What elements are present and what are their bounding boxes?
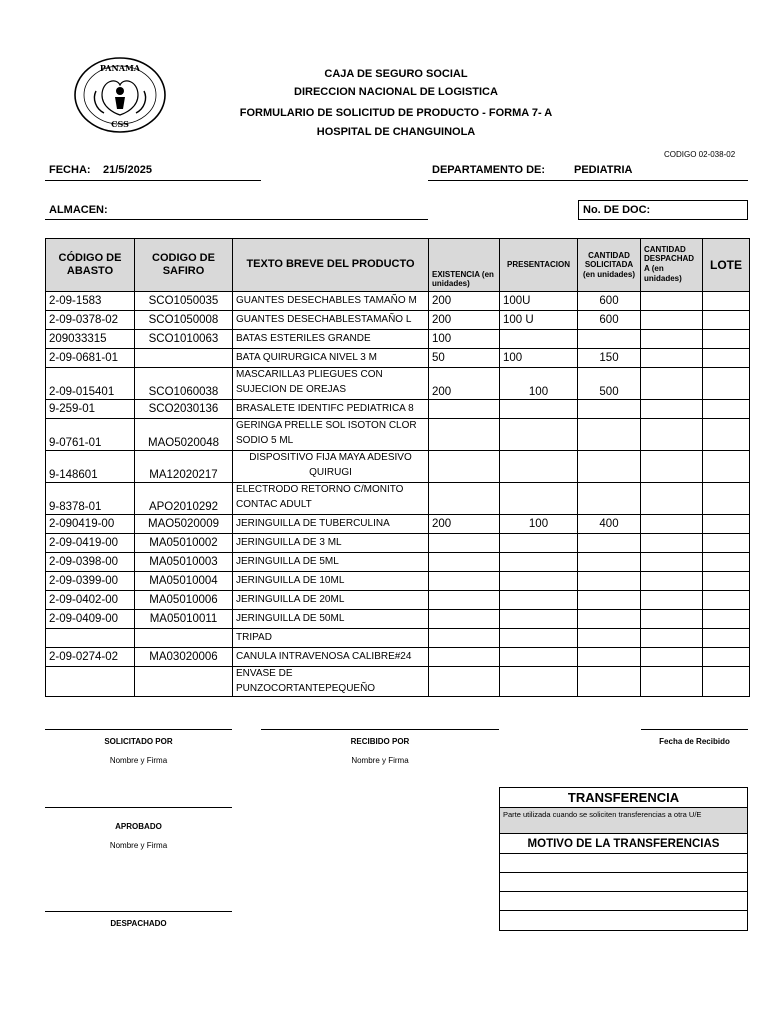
cell-despachada[interactable] (641, 667, 703, 697)
cell-solicitada[interactable]: 500 (578, 368, 641, 400)
cell-existencia[interactable] (429, 667, 500, 697)
cell-despachada[interactable] (641, 591, 703, 610)
despachado-label: DESPACHADO (110, 919, 167, 928)
cell-safiro[interactable] (135, 667, 233, 697)
cell-lote[interactable] (703, 629, 750, 648)
cell-texto[interactable]: ELECTRODO RETORNO C/MONITO CONTAC ADULT (233, 483, 429, 515)
nodoc-label: No. DE DOC: (583, 204, 651, 216)
solicitado-label: SOLICITADO POR (104, 737, 173, 746)
cell-abasto[interactable]: 2-09-0398-00 (46, 553, 135, 572)
cell-presentacion[interactable] (500, 451, 578, 483)
aprobado-sublabel: Nombre y Firma (109, 841, 168, 850)
cell-texto[interactable]: GERINGA PRELLE SOL ISOTON CLOR SODIO 5 ML (233, 419, 429, 451)
table-row (46, 368, 750, 400)
cell-despachada[interactable] (641, 629, 703, 648)
cell-texto[interactable]: GUANTES DESECHABLESTAMAÑO L (233, 311, 429, 330)
transfer-motivo-row[interactable] (500, 892, 747, 911)
table-row (46, 629, 750, 648)
cell-solicitada[interactable] (578, 667, 641, 697)
logo-figure-head (116, 87, 124, 95)
table-row (46, 349, 750, 368)
cell-abasto[interactable]: 2-09-0419-00 (46, 534, 135, 553)
cell-presentacion[interactable] (500, 648, 578, 667)
almacen-underline[interactable] (45, 219, 428, 220)
cell-lote[interactable] (703, 368, 750, 400)
cell-existencia[interactable] (429, 451, 500, 483)
cell-presentacion[interactable]: 100 (500, 349, 578, 368)
cell-solicitada[interactable] (578, 572, 641, 591)
cell-lote[interactable] (703, 311, 750, 330)
cell-despachada[interactable] (641, 483, 703, 515)
cell-despachada[interactable] (641, 419, 703, 451)
cell-presentacion[interactable] (500, 534, 578, 553)
table-row (46, 515, 750, 534)
cell-safiro[interactable] (135, 349, 233, 368)
header-presentacion: PRESENTACION (500, 239, 578, 292)
cell-existencia[interactable]: 200 (429, 368, 500, 400)
cell-despachada[interactable] (641, 451, 703, 483)
header-line-direction: DIRECCION NACIONAL DE LOGISTICA (294, 86, 498, 98)
cell-texto[interactable]: MASCARILLA3 PLIEGUES CON SUJECION DE OREJAS (233, 368, 429, 400)
cell-lote[interactable] (703, 648, 750, 667)
cell-safiro[interactable]: MA05010004 (135, 572, 233, 591)
css-logo (72, 55, 168, 135)
cell-safiro[interactable]: MA12020217 (135, 451, 233, 483)
fecha-underline (45, 180, 261, 181)
cell-existencia[interactable]: 200 (429, 292, 500, 311)
nodoc-field[interactable] (578, 200, 748, 220)
departamento-label: DEPARTAMENTO DE: (432, 164, 546, 176)
cell-abasto[interactable]: 9-0761-01 (46, 419, 135, 451)
solicitado-sublabel: Nombre y Firma (109, 756, 168, 765)
cell-lote[interactable] (703, 667, 750, 697)
cell-safiro[interactable]: SCO1060038 (135, 368, 233, 400)
transfer-title: TRANSFERENCIA (500, 788, 747, 808)
logo-figure-body (115, 97, 125, 109)
cell-abasto[interactable]: 209033315 (46, 330, 135, 349)
recibido-label: RECIBIDO POR (350, 737, 410, 746)
cell-abasto[interactable]: 2-09-0402-00 (46, 591, 135, 610)
cell-existencia[interactable] (429, 419, 500, 451)
transfer-motivo-title: MOTIVO DE LA TRANSFERENCIAS (500, 834, 747, 854)
cell-lote[interactable] (703, 330, 750, 349)
cell-safiro[interactable]: MA05010003 (135, 553, 233, 572)
cell-lote[interactable] (703, 400, 750, 419)
cell-existencia[interactable] (429, 629, 500, 648)
cell-despachada[interactable] (641, 349, 703, 368)
cell-texto[interactable]: JERINGUILLA DE 50ML (233, 610, 429, 629)
cell-existencia[interactable] (429, 553, 500, 572)
cell-lote[interactable] (703, 515, 750, 534)
cell-solicitada[interactable]: 150 (578, 349, 641, 368)
header-line-institution: CAJA DE SEGURO SOCIAL (324, 68, 468, 80)
departamento-underline (428, 180, 748, 181)
cell-despachada[interactable] (641, 368, 703, 400)
table-row (46, 292, 750, 311)
cell-texto[interactable]: DISPOSITIVO FIJA MAYA ADESIVO QUIRUGI (233, 451, 429, 483)
solicitado-signature-line[interactable] (45, 729, 232, 730)
cell-safiro[interactable]: SCO1050035 (135, 292, 233, 311)
table-row (46, 648, 750, 667)
cell-existencia[interactable]: 100 (429, 330, 500, 349)
form-code: CODIGO 02-038-02 (664, 150, 736, 159)
cell-solicitada[interactable] (578, 534, 641, 553)
cell-presentacion[interactable]: 100 U (500, 311, 578, 330)
cell-safiro[interactable]: SCO1010063 (135, 330, 233, 349)
table-row (46, 591, 750, 610)
cell-safiro[interactable]: MA05010002 (135, 534, 233, 553)
cell-existencia[interactable] (429, 648, 500, 667)
cell-safiro[interactable]: APO2010292 (135, 483, 233, 515)
cell-abasto[interactable]: 9-259-01 (46, 400, 135, 419)
cell-lote[interactable] (703, 553, 750, 572)
cell-safiro[interactable] (135, 629, 233, 648)
transfer-motivo-row[interactable] (500, 911, 747, 930)
cell-solicitada[interactable] (578, 330, 641, 349)
cell-texto[interactable]: JERINGUILLA DE TUBERCULINA (233, 515, 429, 534)
cell-solicitada[interactable] (578, 451, 641, 483)
cell-despachada[interactable] (641, 400, 703, 419)
cell-presentacion[interactable] (500, 553, 578, 572)
header-existencia: EXISTENCIA (en unidades) (429, 239, 500, 292)
cell-existencia[interactable] (429, 400, 500, 419)
cell-despachada[interactable] (641, 553, 703, 572)
cell-lote[interactable] (703, 292, 750, 311)
cell-safiro[interactable]: MA05010011 (135, 610, 233, 629)
cell-presentacion[interactable]: 100U (500, 292, 578, 311)
cell-presentacion[interactable] (500, 591, 578, 610)
cell-existencia[interactable]: 200 (429, 311, 500, 330)
logo-bottom-text: CSS (111, 119, 129, 129)
header-codigo-safiro: CODIGO DE SAFIRO (135, 239, 233, 292)
logo-top-text: PANAMA (99, 63, 141, 73)
transfer-section (499, 787, 748, 931)
cell-abasto[interactable] (46, 629, 135, 648)
fecha-value[interactable]: 21/5/2025 (103, 164, 152, 176)
transfer-note: Parte utilizada cuando se soliciten transferencias a otra U/E (500, 808, 747, 834)
cell-existencia[interactable] (429, 591, 500, 610)
cell-texto[interactable]: CANULA INTRAVENOSA CALIBRE#24 (233, 648, 429, 667)
cell-presentacion[interactable] (500, 400, 578, 419)
table-row (46, 330, 750, 349)
cell-existencia[interactable] (429, 610, 500, 629)
cell-lote[interactable] (703, 451, 750, 483)
cell-abasto[interactable]: 9-8378-01 (46, 483, 135, 515)
fecha-recibido-label: Fecha de Recibido (659, 737, 730, 746)
cell-safiro[interactable]: SCO2030136 (135, 400, 233, 419)
cell-solicitada[interactable]: 400 (578, 515, 641, 534)
header-line-hospital: HOSPITAL DE CHANGUINOLA (316, 126, 476, 138)
table-row (46, 311, 750, 330)
header-lote: LOTE (703, 239, 750, 292)
cell-safiro[interactable]: MA03020006 (135, 648, 233, 667)
header-cantidad-solicitada: CANTIDAD SOLICITADA (en unidades) (578, 239, 641, 292)
cell-texto[interactable]: ENVASE DE PUNZOCORTANTEPEQUEÑO (233, 667, 429, 697)
cell-safiro[interactable]: MAO5020009 (135, 515, 233, 534)
cell-abasto[interactable]: 2-09-0399-00 (46, 572, 135, 591)
cell-texto[interactable]: TRIPAD (233, 629, 429, 648)
departamento-value[interactable]: PEDIATRIA (574, 164, 633, 176)
table-row (46, 483, 750, 515)
cell-presentacion[interactable] (500, 483, 578, 515)
cell-presentacion[interactable] (500, 419, 578, 451)
cell-safiro[interactable]: SCO1050008 (135, 311, 233, 330)
cell-texto[interactable]: BATA QUIRURGICA NIVEL 3 M (233, 349, 429, 368)
cell-existencia[interactable] (429, 534, 500, 553)
cell-abasto[interactable]: 2-09-0274-02 (46, 648, 135, 667)
header-cantidad-despachada: CANTIDAD DESPACHAD A (en unidades) (641, 239, 703, 292)
cell-lote[interactable] (703, 572, 750, 591)
aprobado-signature-line[interactable] (45, 807, 232, 808)
cell-solicitada[interactable] (578, 419, 641, 451)
cell-solicitada[interactable] (578, 553, 641, 572)
table-row (46, 534, 750, 553)
table-row (46, 553, 750, 572)
cell-presentacion[interactable] (500, 610, 578, 629)
cell-abasto[interactable]: 2-090419-00 (46, 515, 135, 534)
cell-solicitada[interactable] (578, 629, 641, 648)
transfer-motivo-row[interactable] (500, 854, 747, 873)
recibido-signature-line[interactable] (261, 729, 499, 730)
despachado-signature-line[interactable] (45, 911, 232, 912)
fecha-label: FECHA: (49, 164, 91, 176)
header-texto-breve: TEXTO BREVE DEL PRODUCTO (233, 239, 429, 292)
cell-texto[interactable]: JERINGUILLA DE 3 ML (233, 534, 429, 553)
cell-abasto[interactable]: 2-09-1583 (46, 292, 135, 311)
aprobado-label: APROBADO (115, 822, 162, 831)
cell-solicitada[interactable]: 600 (578, 311, 641, 330)
cell-solicitada[interactable] (578, 591, 641, 610)
cell-lote[interactable] (703, 483, 750, 515)
cell-presentacion[interactable]: 100 (500, 515, 578, 534)
table-row (46, 400, 750, 419)
cell-safiro[interactable]: MAO5020048 (135, 419, 233, 451)
almacen-label: ALMACEN: (49, 204, 108, 216)
fecha-recibido-line[interactable] (641, 729, 748, 730)
cell-despachada[interactable] (641, 572, 703, 591)
cell-lote[interactable] (703, 610, 750, 629)
cell-lote[interactable] (703, 534, 750, 553)
cell-abasto[interactable]: 2-09-015401 (46, 368, 135, 400)
cell-solicitada[interactable] (578, 483, 641, 515)
cell-despachada[interactable] (641, 330, 703, 349)
cell-solicitada[interactable] (578, 400, 641, 419)
table-row (46, 610, 750, 629)
cell-texto[interactable]: BATAS ESTERILES GRANDE (233, 330, 429, 349)
cell-solicitada[interactable] (578, 648, 641, 667)
table-row (46, 572, 750, 591)
cell-despachada[interactable] (641, 311, 703, 330)
header-codigo-abasto: CÓDIGO DE ABASTO (46, 239, 135, 292)
cell-presentacion[interactable] (500, 667, 578, 697)
cell-presentacion[interactable] (500, 572, 578, 591)
cell-despachada[interactable] (641, 610, 703, 629)
cell-texto[interactable]: JERINGUILLA DE 20ML (233, 591, 429, 610)
recibido-sublabel: Nombre y Firma (351, 756, 409, 765)
cell-solicitada[interactable]: 600 (578, 292, 641, 311)
cell-despachada[interactable] (641, 292, 703, 311)
cell-abasto[interactable]: 9-148601 (46, 451, 135, 483)
cell-texto[interactable]: GUANTES DESECHABLES TAMAÑO M (233, 292, 429, 311)
product-request-table (45, 238, 750, 697)
cell-texto[interactable]: JERINGUILLA DE 5ML (233, 553, 429, 572)
table-row (46, 451, 750, 483)
cell-presentacion[interactable]: 100 (500, 368, 578, 400)
cell-texto[interactable]: JERINGUILLA DE 10ML (233, 572, 429, 591)
cell-existencia[interactable]: 50 (429, 349, 500, 368)
cell-presentacion[interactable] (500, 629, 578, 648)
cell-abasto[interactable]: 2-09-0409-00 (46, 610, 135, 629)
cell-abasto[interactable]: 2-09-0378-02 (46, 311, 135, 330)
cell-lote[interactable] (703, 591, 750, 610)
cell-existencia[interactable] (429, 572, 500, 591)
table-header-row (46, 239, 750, 292)
cell-texto[interactable]: BRASALETE IDENTIFC PEDIATRICA 8 (233, 400, 429, 419)
cell-abasto[interactable]: 2-09-0681-01 (46, 349, 135, 368)
cell-despachada[interactable] (641, 648, 703, 667)
cell-abasto[interactable] (46, 667, 135, 697)
header-line-form-title: FORMULARIO DE SOLICITUD DE PRODUCTO - FORMA 7- A (239, 107, 553, 119)
cell-lote[interactable] (703, 349, 750, 368)
cell-presentacion[interactable] (500, 330, 578, 349)
table-row (46, 667, 750, 697)
cell-solicitada[interactable] (578, 610, 641, 629)
cell-despachada[interactable] (641, 534, 703, 553)
cell-existencia[interactable]: 200 (429, 515, 500, 534)
cell-despachada[interactable] (641, 515, 703, 534)
transfer-motivo-row[interactable] (500, 873, 747, 892)
cell-lote[interactable] (703, 419, 750, 451)
cell-existencia[interactable] (429, 483, 500, 515)
table-row (46, 419, 750, 451)
cell-safiro[interactable]: MA05010006 (135, 591, 233, 610)
